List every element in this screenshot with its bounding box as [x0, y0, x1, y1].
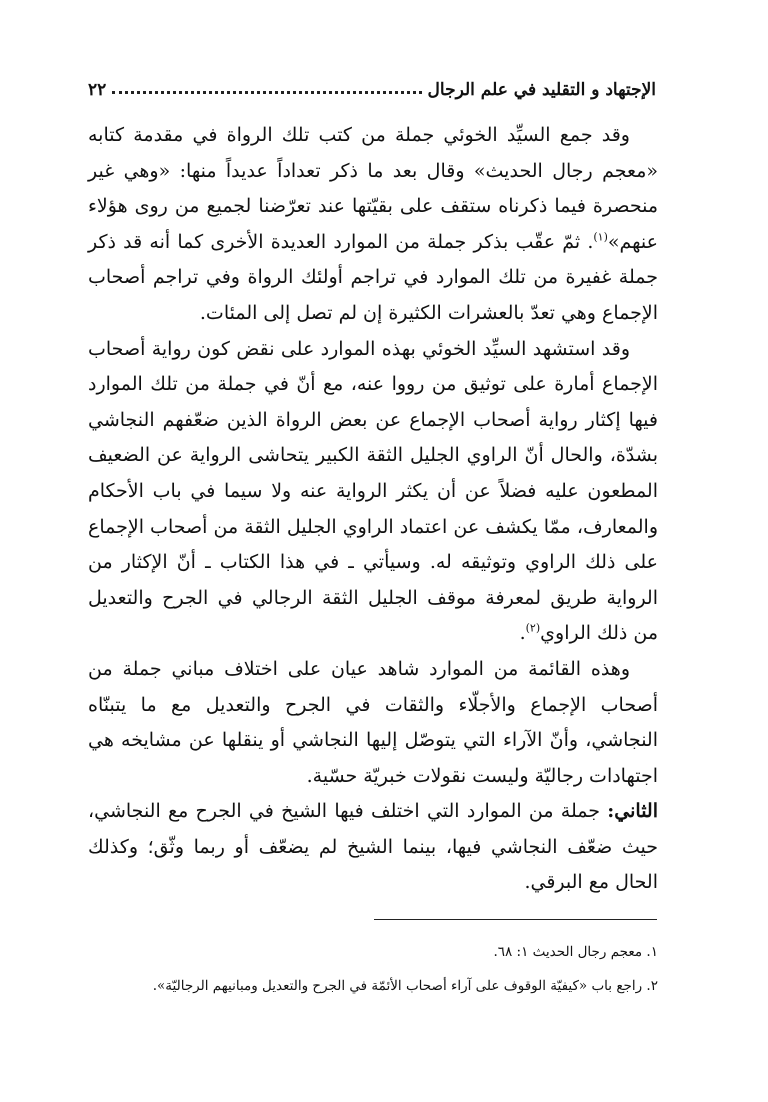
paragraph — [88, 332, 658, 652]
paragraph-tail: . — [519, 622, 526, 645]
paragraph — [88, 652, 658, 794]
header-dot-leader — [112, 91, 421, 94]
paragraph-text: وقد استشهد السيِّد الخوئي بهذه الموارد على نقض كون رواية أصحاب الإجماع أمارة على توثيق من رووا عنه، مع أنّ في جملة من تلك الموارد فيها إكثار رواية أصحاب الإجماع عن بعض الرواة الذين ضعّفهم النجاشي بشدّة، والحال أنّ الراوي الجليل الثقة الكبير يتحاشى الرواية عن الضعيف المطعون عليه فضلاً عن أن يكثر الرواية عنه ولا سيما في باب الأحكام والمعارف، ممّا يكشف عن اعتماد الراوي الجليل الثقة من أصحاب الإجماع على ذلك الراوي وتوثيقه له. وسيأتي ـ في هذا الكتاب ـ أنّ الإكثار من الرواية طريق لمعرفة موقف الجليل الثقة الرجالي في الجرح والتعديل من ذلك الراوي — [88, 337, 658, 645]
section-label: الثاني: — [607, 800, 658, 823]
paragraph — [88, 794, 658, 901]
footnote-1: ١. معجم رجال الحديث ١: ٦٨. — [493, 944, 658, 960]
body-text — [88, 118, 658, 901]
page-number: ٢٢ — [88, 80, 107, 100]
header-title: الإجتهاد و التقليد في علم الرجال — [427, 80, 656, 100]
footnotes — [88, 935, 658, 1003]
footnote-ref[interactable]: (١) — [593, 230, 608, 244]
paragraph-text: وقد جمع السيِّد الخوئي جملة من كتب تلك الرواة في مقدمة كتابه «معجم رجال الحديث» وقال بعد ما ذكر تعداداً عديداً منها: «وهي غير منحصرة فيما ذكرناه ستقف على بقيّتها عند تعرّضنا لجميع من روى هؤلاء عنهم» — [88, 124, 658, 253]
paragraph-tail: . ثمّ عقّب بذكر جملة من الموارد العديدة الأخرى كما أنه قد ذكر جملة غفيرة من تلك الموارد في تراجم أولئك الرواة وفي تراجم أصحاب الإجماع وهي تعدّ بالعشرات الكثيرة إن لم تصل إلى المئات. — [88, 230, 658, 324]
footnote-divider — [374, 919, 657, 920]
footnote-ref[interactable]: (٢) — [525, 621, 541, 635]
footnote-2: ٢. راجع باب «كيفيّة الوقوف على آراء أصحاب الأئمّة في الجرح والتعديل ومبانيهم الرجاليّة». — [152, 978, 658, 994]
paragraph — [88, 118, 658, 332]
paragraph-text: وهذه القائمة من الموارد شاهد عيان على اختلاف مباني جملة من أصحاب الإجماع والأجلّاء والثقات في الجرح والتعديل مع ما يتبنّاه النجاشي، وأنّ الآراء التي يتوصّل إليها النجاشي أو ينقلها عن مشايخه هي اجتهادات رجاليّة وليست نقولات خبريّة حسّية. — [88, 657, 658, 787]
paragraph-text: جملة من الموارد التي اختلف فيها الشيخ في الجرح مع النجاشي، حيث ضعّف النجاشي فيها، بينما الشيخ لم يضعّف أو ربما وثّق؛ وكذلك الحال مع البرقي. — [88, 800, 658, 894]
running-header — [88, 74, 656, 100]
